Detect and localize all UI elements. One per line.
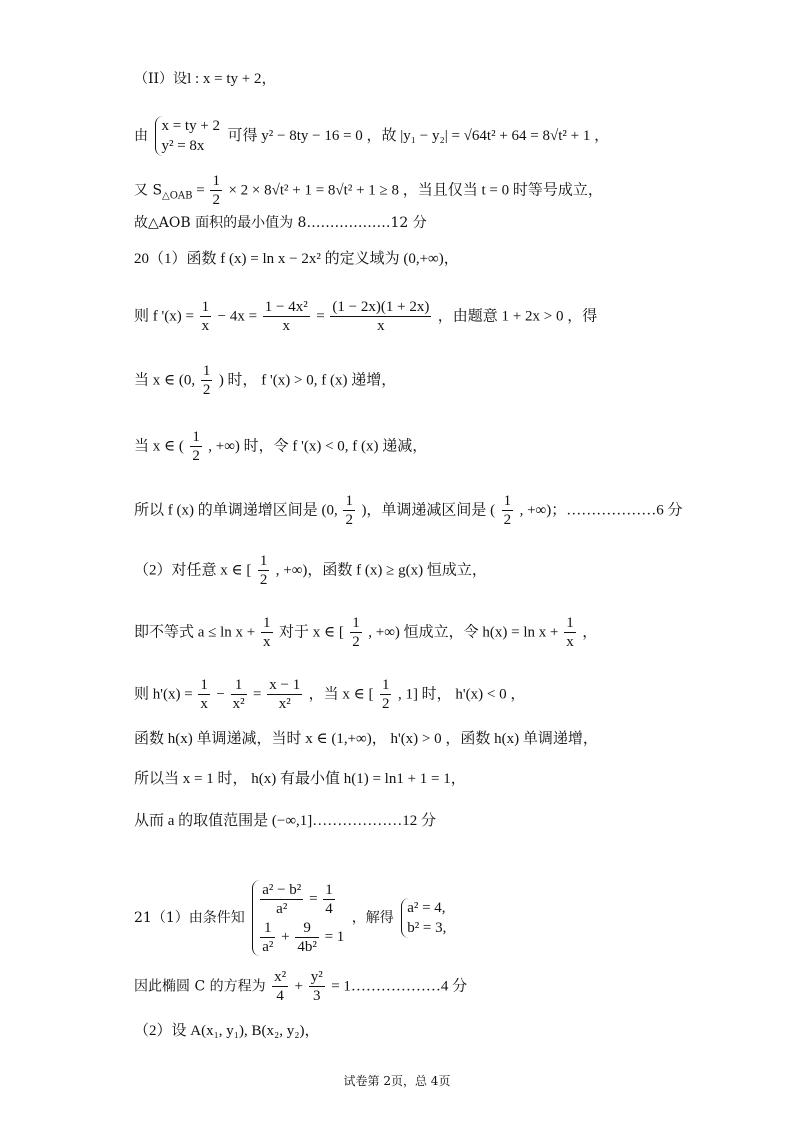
text: 由 [134, 128, 148, 144]
math: − 4x = [217, 308, 261, 325]
math: ， [582, 624, 598, 641]
math: （2）对任意 x ∈ [ [134, 562, 252, 579]
fraction [201, 362, 213, 399]
numerator: 1 [381, 677, 390, 693]
numerator: (1 − 2x)(1 + 2x) [332, 299, 430, 315]
fraction [261, 614, 273, 651]
fraction [198, 676, 210, 713]
equation-system [401, 898, 446, 938]
fraction [564, 614, 576, 651]
text: （II）设 [134, 71, 188, 87]
line-5 [134, 248, 459, 270]
fraction [260, 919, 275, 956]
fraction [309, 968, 325, 1005]
numerator: x² [274, 969, 287, 985]
math: , +∞) 时，令 f '(x) < 0, f (x) 递减， [208, 438, 428, 455]
system-row [258, 918, 344, 956]
denominator: a² [262, 939, 274, 956]
line-12 [134, 676, 525, 713]
text: 20（1）函数 f (x) = ln x − 2x² 的定义域为 (0,+∞)， [134, 251, 459, 267]
denominator: 2 [503, 512, 512, 528]
math: , +∞) 恒成立，令 h(x) = ln x + [368, 624, 563, 641]
numerator: 1 [200, 677, 208, 693]
line-4 [134, 212, 427, 234]
text: 因此椭圆 C 的方程为 [134, 978, 271, 995]
line-9 [134, 492, 683, 529]
text: 故△AOB 面积的最小值为 8………………12 分 [134, 215, 427, 231]
line-14 [134, 768, 466, 790]
fraction [343, 492, 355, 529]
line-2 [134, 116, 609, 156]
line-7 [134, 362, 396, 399]
text: ，解得 [351, 910, 394, 927]
math: (0, [178, 372, 199, 389]
text: 所以当 x = 1 时， h(x) 有最小值 h(1) = ln1 + 1 = 1， [134, 771, 466, 787]
numerator: 1 [345, 493, 353, 509]
denominator: 3 [312, 988, 321, 1004]
fraction [330, 298, 431, 335]
math: )，单调递减区间是 ( [361, 502, 496, 519]
fraction [258, 552, 270, 589]
math: 即不等式 a ≤ ln x + [134, 624, 260, 641]
numerator: 1 [201, 299, 210, 315]
denominator: x² [278, 696, 291, 712]
page-footer: 试卷第 2页，总 4页 [343, 1074, 451, 1088]
numerator: 1 [503, 493, 512, 509]
fraction [210, 172, 222, 209]
math: ，当 x ∈ [ [308, 686, 374, 703]
denominator: 2 [212, 192, 220, 208]
denominator: a² [276, 901, 288, 918]
math: 则 f '(x) = [134, 308, 198, 325]
denominator: 4 [325, 901, 333, 918]
text: （2）设 A(x₁, y₁), B(x₂, y₂)， [134, 1023, 320, 1039]
math: = 1 [320, 929, 345, 946]
denominator: 2 [259, 572, 268, 588]
line-3 [134, 172, 603, 209]
math: = [192, 182, 209, 199]
line-16 [134, 880, 449, 956]
fraction [380, 676, 392, 713]
equation-system [155, 116, 220, 156]
math: + [294, 978, 307, 995]
numerator: 1 [202, 363, 211, 379]
line-13 [134, 728, 598, 750]
numerator: x − 1 [269, 677, 301, 693]
denominator: x [282, 318, 291, 334]
numerator: 1 [259, 553, 268, 569]
denominator: 2 [352, 634, 360, 650]
line-6 [134, 298, 597, 335]
fraction [295, 919, 319, 956]
line-18 [134, 1020, 320, 1042]
denominator: x [377, 318, 385, 334]
math: 则 h'(x) = [134, 686, 197, 703]
numerator: 1 [566, 615, 574, 631]
system-row: b² = 3, [407, 920, 447, 937]
text: 函数 h(x) 单调递减，当时 x ∈ (1,+∞)， h'(x) > 0 ，函数 h(x) 单调递增， [134, 731, 598, 747]
math: l : x = ty + 2， [187, 71, 277, 87]
numerator: 1 [192, 429, 200, 445]
denominator: 4b² [297, 939, 317, 956]
denominator: x [201, 318, 210, 334]
equation-system [252, 880, 344, 956]
denominator: 2 [202, 382, 211, 398]
fraction [323, 881, 335, 918]
denominator: x [263, 634, 271, 650]
math: = [316, 308, 329, 325]
fraction [200, 298, 212, 335]
line-8 [134, 428, 427, 465]
fraction [272, 968, 288, 1005]
fraction [260, 881, 303, 918]
numerator: y² [310, 969, 323, 985]
fraction [190, 428, 202, 465]
system-row: x = ty + 2 [161, 118, 221, 134]
denominator: 2 [345, 512, 353, 528]
numerator: a² − b² [262, 882, 302, 899]
math: 所以 f (x) 的单调递增区间是 (0, [134, 502, 342, 519]
system-row: y² = 8x [161, 138, 205, 154]
denominator: 2 [192, 448, 200, 464]
fraction [350, 614, 362, 651]
denominator: 2 [381, 696, 390, 712]
math: ，由题意 1 + 2x > 0 ，得 [437, 308, 598, 325]
fraction [267, 676, 302, 713]
math: 对于 x ∈ [ [278, 624, 344, 641]
fraction [502, 492, 514, 529]
math: 当 x ∈ [134, 372, 179, 389]
math: ) 时， f '(x) > 0, f (x) 递增， [218, 372, 397, 389]
numerator: 1 [260, 919, 275, 938]
line-1 [134, 68, 276, 90]
math: = [253, 686, 266, 703]
text: 从而 a 的取值范围是 (−∞,1]………………12 分 [134, 813, 437, 829]
numerator: 1 [352, 615, 360, 631]
denominator: x [566, 634, 574, 650]
system-row [258, 880, 344, 918]
numerator: 1 [325, 882, 333, 899]
system-row: a² = 4, [407, 900, 446, 917]
line-17 [134, 968, 467, 1005]
numerator: 1 − 4x² [264, 299, 308, 315]
math: , +∞)；………………6 分 [519, 502, 683, 519]
text: 又 S [134, 182, 163, 199]
line-10 [134, 552, 487, 589]
math: = 1………………4 分 [331, 978, 468, 995]
math: , +∞)，函数 f (x) ≥ g(x) 恒成立， [275, 562, 487, 579]
line-11 [134, 614, 597, 651]
denominator: x² [232, 696, 245, 712]
math: 可得 y² − 8ty − 16 = 0 ，故 |y₁ − y₂| = √64t² + 64 = 8√t² + 1 ， [227, 128, 610, 144]
math: , 1] 时， h'(x) < 0 ， [397, 686, 526, 703]
numerator: 1 [212, 173, 220, 189]
math: + [277, 929, 294, 946]
fraction [231, 676, 247, 713]
numerator: 1 [231, 676, 247, 695]
denominator: 4 [276, 988, 284, 1004]
numerator: 1 [263, 615, 271, 631]
numerator: 9 [295, 919, 319, 938]
denominator: x [200, 696, 208, 712]
line-15 [134, 810, 436, 832]
subscript: △OAB [162, 190, 193, 202]
math: 当 x ∈ ( [134, 438, 184, 455]
math: − [216, 686, 229, 703]
fraction [263, 298, 310, 335]
math: = [305, 891, 322, 907]
text: 21（1）由条件知 [134, 910, 245, 927]
math: × 2 × 8√t² + 1 = 8√t² + 1 ≥ 8 ，当且仅当 t = 0 时等号成立， [228, 182, 603, 199]
